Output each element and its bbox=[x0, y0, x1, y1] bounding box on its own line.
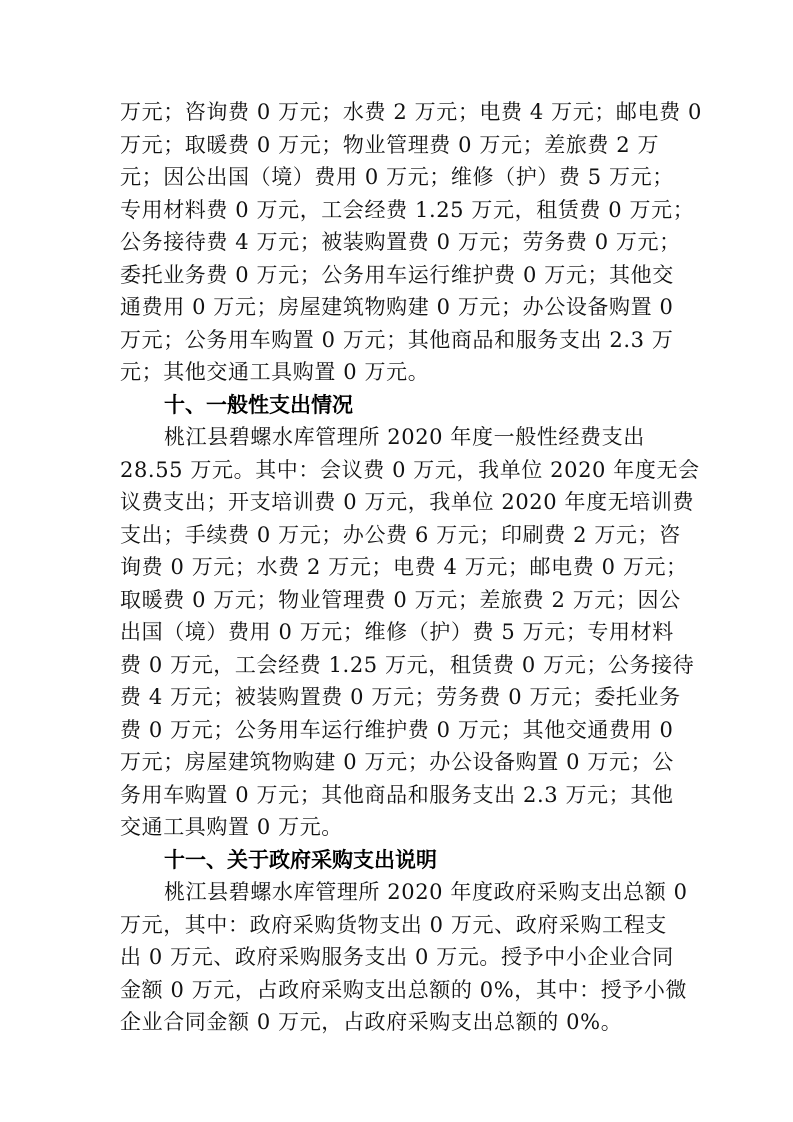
paragraph-line: 元；其他交通工具购置 0 万元。 bbox=[120, 360, 430, 384]
paragraph-line: 费 4 万元；被装购置费 0 万元；劳务费 0 万元；委托业务 bbox=[120, 685, 681, 709]
paragraph-line: 公务接待费 4 万元；被装购置费 0 万元；劳务费 0 万元； bbox=[120, 230, 681, 254]
paragraph-line: 询费 0 万元；水费 2 万元；电费 4 万元；邮电费 0 万元； bbox=[120, 555, 688, 579]
paragraph-line: 出 0 万元、政府采购服务支出 0 万元。授予中小企业合同 bbox=[120, 945, 674, 969]
paragraph-line: 28.55 万元。其中：会议费 0 万元，我单位 2020 年度无会 bbox=[120, 458, 700, 482]
paragraph-line: 专用材料费 0 万元，工会经费 1.25 万元，租赁费 0 万元； bbox=[120, 198, 695, 222]
paragraph-line: 万元；公务用车购置 0 万元；其他商品和服务支出 2.3 万 bbox=[120, 328, 674, 352]
paragraph-line: 委托业务费 0 万元；公务用车运行维护费 0 万元；其他交 bbox=[120, 263, 674, 287]
section-heading-general-expenses: 十、一般性支出情况 bbox=[164, 393, 353, 417]
paragraph-line: 金额 0 万元，占政府采购支出总额的 0%，其中：授予小微 bbox=[120, 978, 688, 1002]
paragraph-line: 桃江县碧螺水库管理所 2020 年度政府采购支出总额 0 bbox=[164, 880, 688, 904]
paragraph-line: 万元，其中：政府采购货物支出 0 万元、政府采购工程支 bbox=[120, 913, 667, 937]
paragraph-line: 费 0 万元；公务用车运行维护费 0 万元；其他交通费用 0 bbox=[120, 718, 674, 742]
paragraph-line: 元；因公出国（境）费用 0 万元；维修（护）费 5 万元； bbox=[120, 165, 674, 189]
paragraph-line: 交通工具购置 0 万元。 bbox=[120, 815, 343, 839]
paragraph-line: 议费支出；开支培训费 0 万元，我单位 2020 年度无培训费 bbox=[120, 490, 695, 514]
paragraph-line: 通费用 0 万元；房屋建筑物购建 0 万元；办公设备购置 0 bbox=[120, 295, 674, 319]
paragraph-line: 取暖费 0 万元；物业管理费 0 万元；差旅费 2 万元；因公 bbox=[120, 588, 681, 612]
paragraph-line: 出国（境）费用 0 万元；维修（护）费 5 万元；专用材料 bbox=[120, 620, 674, 644]
paragraph-line: 万元；咨询费 0 万元；水费 2 万元；电费 4 万元；邮电费 0 bbox=[120, 100, 702, 124]
paragraph-line: 企业合同金额 0 万元，占政府采购支出总额的 0%。 bbox=[120, 1010, 623, 1034]
paragraph-line: 务用车购置 0 万元；其他商品和服务支出 2.3 万元；其他 bbox=[120, 783, 674, 807]
paragraph-line: 支出；手续费 0 万元；办公费 6 万元；印刷费 2 万元；咨 bbox=[120, 523, 681, 547]
paragraph-line: 万元；房屋建筑物购建 0 万元；办公设备购置 0 万元；公 bbox=[120, 750, 674, 774]
section-heading-government-procurement: 十一、关于政府采购支出说明 bbox=[164, 848, 437, 872]
paragraph-line: 费 0 万元，工会经费 1.25 万元，租赁费 0 万元；公务接待 bbox=[120, 653, 695, 677]
paragraph-line: 万元；取暖费 0 万元；物业管理费 0 万元；差旅费 2 万 bbox=[120, 133, 660, 157]
paragraph-line: 桃江县碧螺水库管理所 2020 年度一般性经费支出 bbox=[164, 425, 645, 449]
